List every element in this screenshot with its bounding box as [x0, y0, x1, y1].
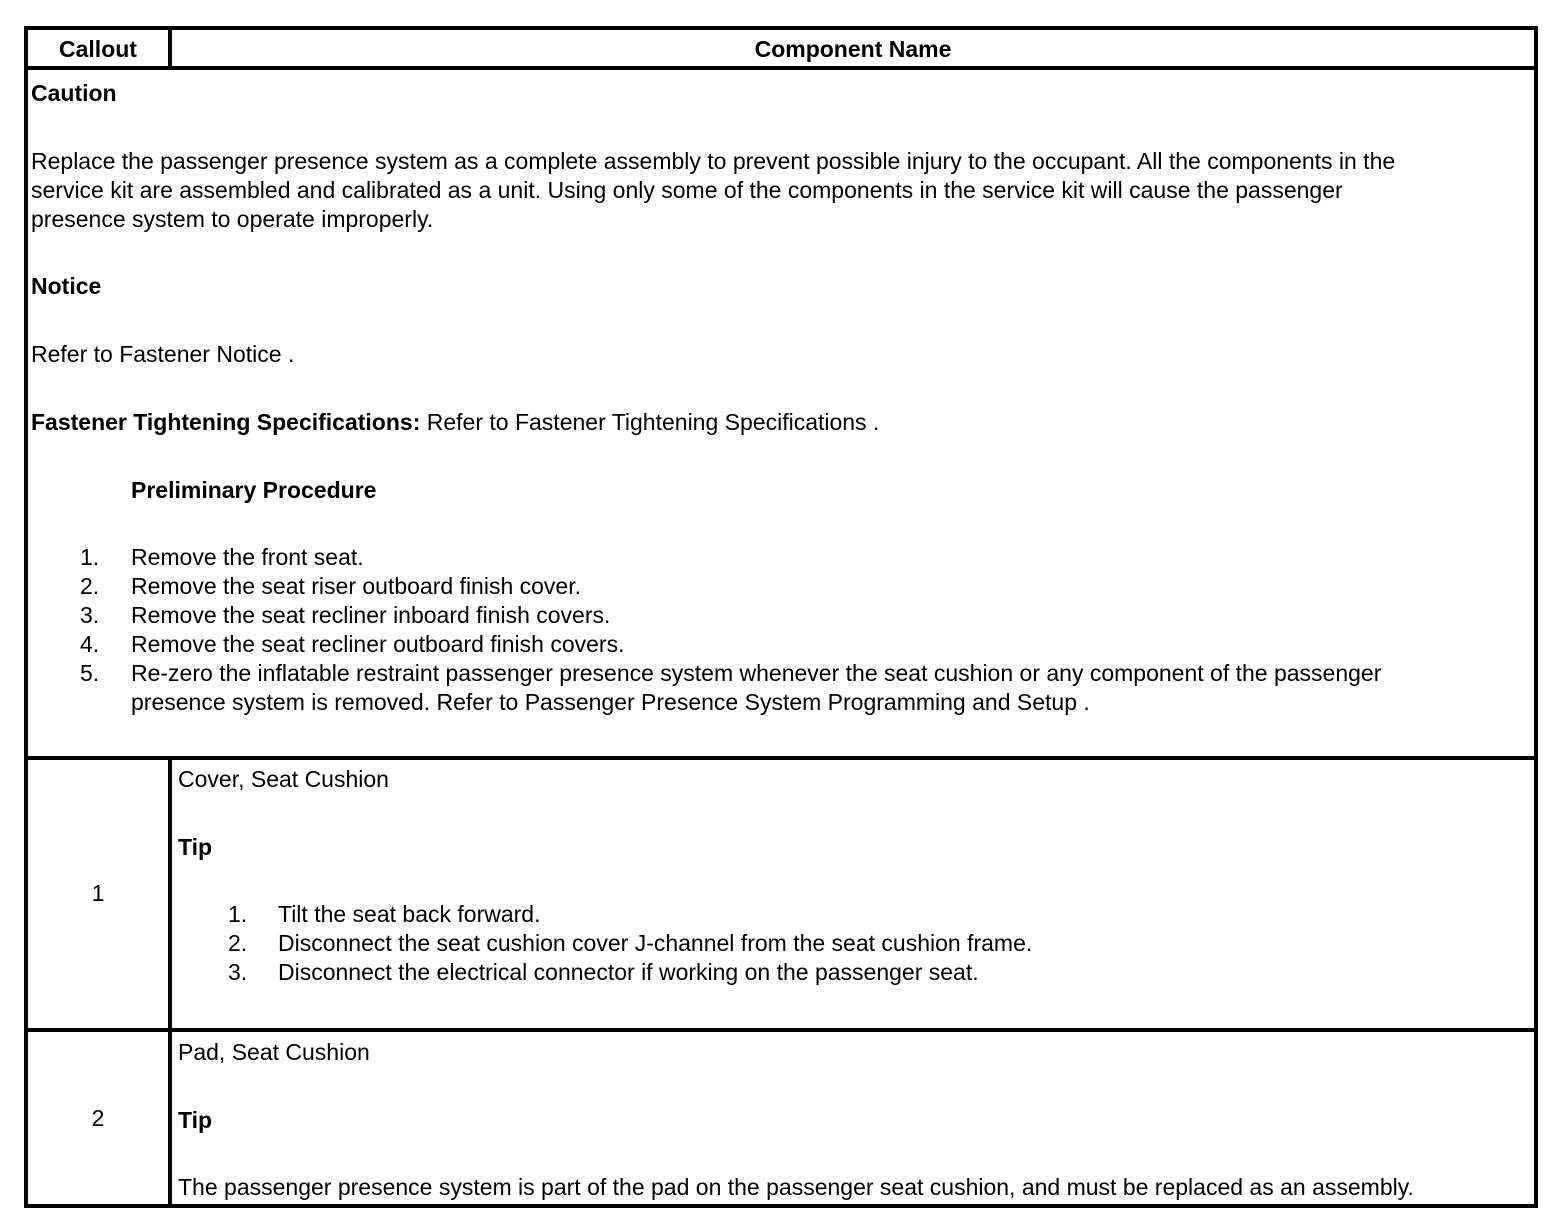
callout-column-header: Callout — [28, 30, 172, 66]
step-number: 3. — [80, 602, 100, 628]
callout-cell — [28, 1032, 172, 1204]
preliminary-procedure-title: Preliminary Procedure — [131, 477, 377, 503]
tip-title: Tip — [178, 834, 213, 860]
step-number: 2. — [80, 573, 100, 599]
step-number: 1. — [228, 901, 248, 927]
step-text: Disconnect the seat cushion cover J-channel from the seat cushion frame. — [278, 930, 1033, 956]
fastener-spec-text: Refer to Fastener Tightening Specifications . — [426, 409, 880, 435]
table-row — [28, 760, 1534, 1032]
step-text: Re-zero the inflatable restraint passenger presence system whenever the seat cushion or any component of the passenger — [131, 660, 1382, 686]
caution-text-line: presence system to operate improperly. — [31, 206, 434, 232]
step-text: Disconnect the electrical connector if working on the passenger seat. — [278, 959, 979, 985]
caution-text-line: Replace the passenger presence system as a complete assembly to prevent possible injury to the occupant. All the components in the — [31, 148, 1396, 174]
component-table — [24, 26, 1538, 1208]
component-name-column-header: Component Name — [754, 36, 952, 62]
table-header — [28, 30, 1534, 70]
step-text: Remove the seat riser outboard finish cover. — [131, 573, 582, 599]
step-number: 5. — [80, 660, 100, 686]
step-number: 1. — [80, 544, 100, 570]
step-text: Remove the seat recliner inboard finish covers. — [131, 602, 611, 628]
step-text: Remove the seat recliner outboard finish covers. — [131, 631, 625, 657]
step-text: Tilt the seat back forward. — [278, 901, 541, 927]
tip-text: The passenger presence system is part of the pad on the passenger seat cushion, and must be replaced as an assembly. — [178, 1174, 1414, 1200]
caution-text-line: service kit are assembled and calibrated as a unit. Using only some of the components in the service kit will cause the passenger — [31, 177, 1343, 203]
fastener-spec-label: Fastener Tightening Specifications: — [31, 409, 421, 435]
component-name: Cover, Seat Cushion — [178, 766, 389, 792]
component-name: Pad, Seat Cushion — [178, 1039, 370, 1065]
tip-title: Tip — [178, 1107, 213, 1133]
step-text: Remove the front seat. — [131, 544, 364, 570]
notice-text: Refer to Fastener Notice . — [31, 341, 295, 367]
fastener-spec-line — [31, 408, 879, 437]
notice-title: Notice — [31, 273, 102, 299]
intro-row — [28, 70, 1534, 760]
table-row — [28, 1032, 1534, 1204]
step-number: 4. — [80, 631, 100, 657]
callout-cell — [28, 760, 172, 1028]
step-number: 2. — [228, 930, 248, 956]
step-text-continued: presence system is removed. Refer to Passenger Presence System Programming and Setup . — [131, 689, 1090, 715]
callout-number: 1 — [91, 880, 105, 906]
caution-title: Caution — [31, 80, 117, 106]
step-number: 3. — [228, 959, 248, 985]
callout-number: 2 — [91, 1105, 105, 1131]
